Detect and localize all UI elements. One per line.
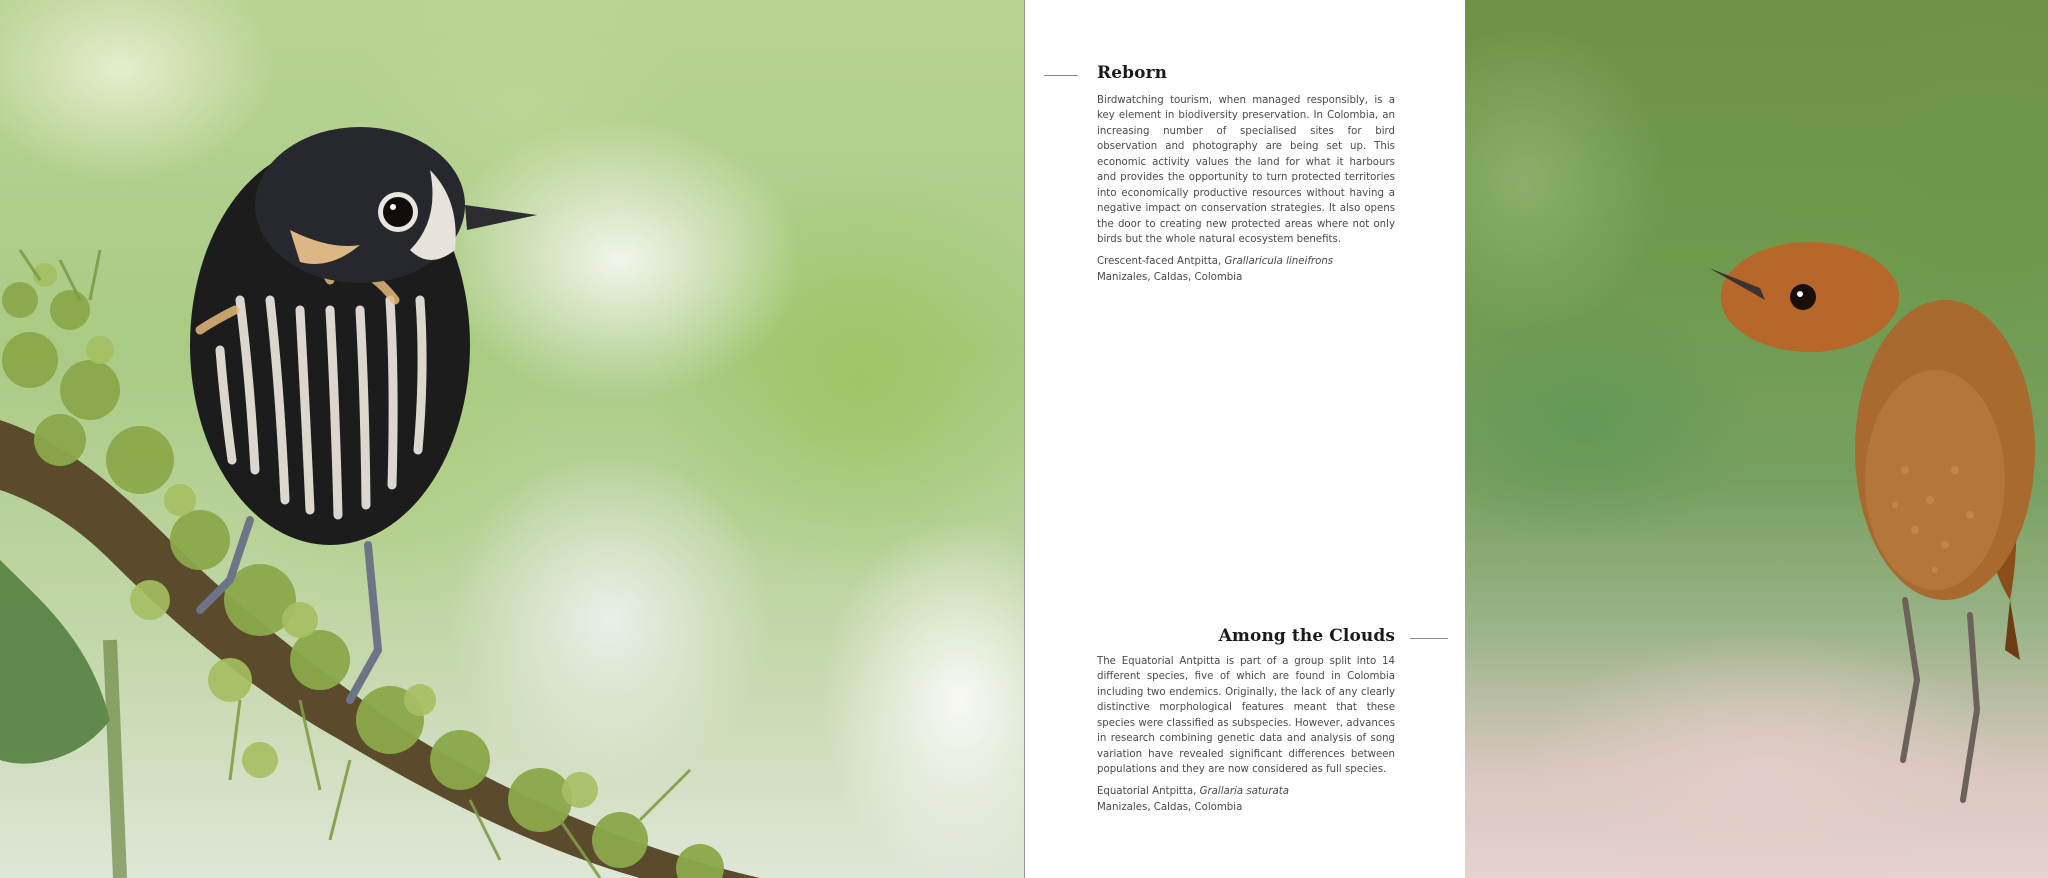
section-body-reborn: Birdwatching tourism, when managed responsibly, is a key element in biodiversity preservation. In Colombia, an increasing number of specialised sites for bird observation and photography are being set up. This economic activity values the land for what it harbours and provides the opportunity to turn protected territories into economically productive resources without having a negative impact on conservation strategies. It also opens the door to creating new protected areas where not only birds but the whole natural ecosystem benefits. — [1097, 95, 1395, 246]
caption-common-name: Equatorial Antpitta, — [1097, 786, 1200, 797]
caption-location: Manizales, Caldas, Colombia — [1097, 271, 1243, 283]
caption-location: Manizales, Caldas, Colombia — [1097, 801, 1243, 813]
right-photo-equatorial-antpitta — [1465, 0, 2048, 878]
section-heading-among-the-clouds: Among the Clouds — [1218, 626, 1395, 646]
text-page — [1025, 0, 1464, 878]
section-rule-right — [1410, 638, 1448, 639]
section-rule-left — [1044, 75, 1078, 76]
equatorial-antpitta-illustration — [1465, 0, 2048, 878]
photo-caption-right — [1097, 784, 1397, 815]
section-body-among-the-clouds: The Equatorial Antpitta is part of a group split into 14 different species, five of which are found in Colombia including two endemics. Originally, the lack of any clearly distinctive morphological features meant that these species were classified as subspecies. However, advances in research combining genetic data and analysis of song variation have revealed significant differences between populations and they are now considered as full species. — [1097, 656, 1395, 776]
caption-scientific-name: Grallaricula lineifrons — [1224, 256, 1334, 267]
caption-scientific-name: Grallaria saturata — [1199, 786, 1289, 797]
photo-caption-left — [1097, 254, 1397, 285]
caption-common-name: Crescent-faced Antpitta, — [1097, 256, 1225, 267]
section-heading-reborn: Reborn — [1097, 63, 1168, 83]
